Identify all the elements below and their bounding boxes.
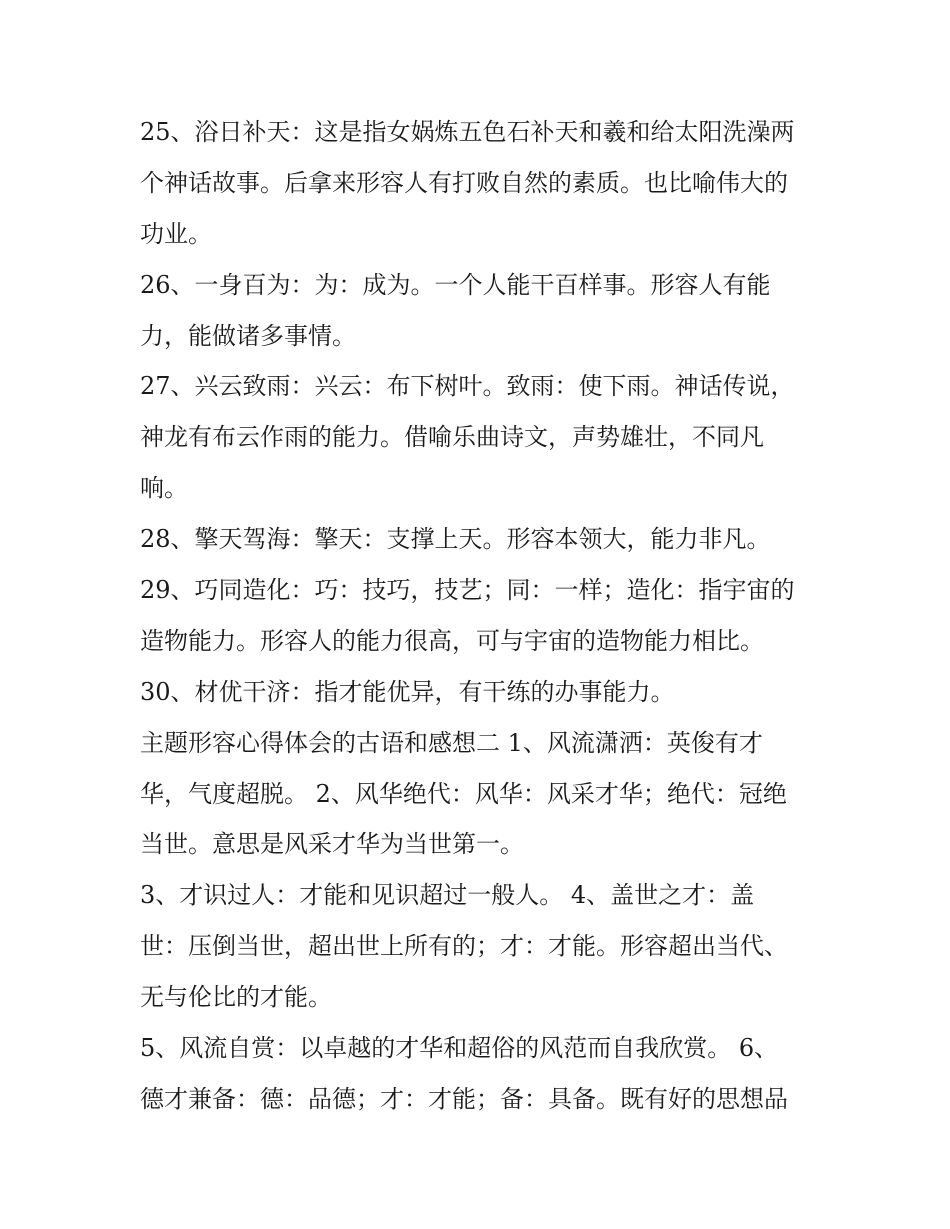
text-line: 个神话故事。后拿来形容人有打败自然的素质。也比喻伟大的 xyxy=(140,168,788,197)
text-line: 25、浴日补天：这是指女娲炼五色石补天和羲和给太阳洗澡两 xyxy=(140,118,795,146)
text-line: 当世。意思是风采才华为当世第一。 xyxy=(140,830,524,859)
text-line: 5、风流自赏：以卓越的才华和超俗的风范而自我欣赏。 6、 xyxy=(140,1034,779,1063)
text-line: 世：压倒当世，超出世上所有的；才：才能。形容超出当代、 xyxy=(140,932,788,961)
text-line: 主题形容心得体会的古语和感想二 1、风流潇洒：英俊有才 xyxy=(140,728,763,757)
text-line: 27、兴云致雨：兴云：布下树叶。致雨：使下雨。神话传说， xyxy=(140,372,795,401)
text-line: 华，气度超脱。 2、风华绝代：风华：风采才华；绝代：冠绝 xyxy=(140,779,787,808)
text-line: 响。 xyxy=(140,474,188,503)
text-line: 28、擎天驾海：擎天：支撑上天。形容本领大，能力非凡。 xyxy=(140,525,771,554)
text-line: 德才兼备：德：品德；才：才能；备：具备。既有好的思想品 xyxy=(140,1084,788,1113)
text-line: 26、一身百为：为：成为。一个人能干百样事。形容人有能 xyxy=(140,270,771,299)
text-line: 30、材优干济：指才能优异，有干练的办事能力。 xyxy=(140,677,675,706)
text-line: 无与伦比的才能。 xyxy=(140,983,332,1012)
text-line: 神龙有布云作雨的能力。借喻乐曲诗文，声势雄壮，不同凡 xyxy=(140,423,764,452)
text-line: 3、才识过人：才能和见识超过一般人。 4、盖世之才：盖 xyxy=(140,881,755,910)
text-line: 29、巧同造化：巧：技巧，技艺；同：一样；造化：指宇宙的 xyxy=(140,576,795,605)
text-line: 力，能做诸多事情。 xyxy=(140,321,356,350)
document-body xyxy=(140,107,820,1125)
text-line: 功业。 xyxy=(140,219,212,248)
text-line: 造物能力。形容人的能力很高，可与宇宙的造物能力相比。 xyxy=(140,626,764,655)
